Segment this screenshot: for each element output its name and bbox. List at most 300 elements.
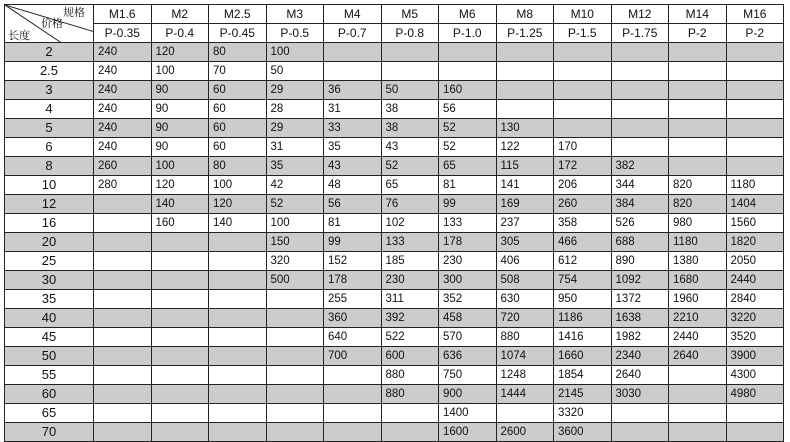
price-cell: 56 (324, 195, 382, 214)
price-cell: 880 (381, 385, 439, 404)
price-cell (669, 138, 727, 157)
price-cell (94, 271, 152, 290)
corner-spec-label: 规格 (63, 7, 85, 19)
price-cell: 2640 (611, 366, 669, 385)
pitch-header-cell: P-0.8 (381, 24, 439, 43)
price-cell: 880 (496, 328, 554, 347)
price-cell: 344 (611, 176, 669, 195)
table-row (5, 404, 784, 423)
price-cell: 80 (209, 157, 267, 176)
price-cell (151, 366, 209, 385)
table-row (5, 81, 784, 100)
price-cell: 4300 (726, 366, 784, 385)
price-cell (726, 119, 784, 138)
table-row (5, 271, 784, 290)
price-cell: 70 (209, 62, 267, 81)
price-cell: 2440 (669, 328, 727, 347)
price-cell: 52 (439, 119, 497, 138)
price-cell (94, 366, 152, 385)
corner-price-label: 价格 (41, 18, 63, 30)
price-cell (209, 252, 267, 271)
price-cell (669, 404, 727, 423)
price-cell: 240 (94, 43, 152, 62)
price-cell: 150 (266, 233, 324, 252)
price-cell: 81 (439, 176, 497, 195)
price-cell: 1680 (669, 271, 727, 290)
length-cell: 45 (5, 328, 94, 347)
price-cell: 29 (266, 81, 324, 100)
price-cell (209, 404, 267, 423)
price-cell: 526 (611, 214, 669, 233)
price-cell (151, 404, 209, 423)
table-row (5, 385, 784, 404)
price-cell: 122 (496, 138, 554, 157)
price-cell (324, 404, 382, 423)
price-cell (324, 366, 382, 385)
price-cell: 115 (496, 157, 554, 176)
price-cell: 100 (209, 176, 267, 195)
price-cell: 43 (381, 138, 439, 157)
price-cell: 754 (554, 271, 612, 290)
size-header-cell: M14 (669, 5, 727, 24)
price-cell (726, 404, 784, 423)
price-cell: 65 (381, 176, 439, 195)
price-cell: 3600 (554, 423, 612, 442)
price-cell (611, 404, 669, 423)
price-cell: 500 (266, 271, 324, 290)
price-cell: 1638 (611, 309, 669, 328)
price-cell: 99 (439, 195, 497, 214)
price-cell: 60 (209, 81, 267, 100)
price-cell: 630 (496, 290, 554, 309)
length-cell: 35 (5, 290, 94, 309)
price-cell (439, 43, 497, 62)
price-cell: 1982 (611, 328, 669, 347)
price-cell: 35 (266, 157, 324, 176)
price-cell: 33 (324, 119, 382, 138)
price-cell: 600 (381, 347, 439, 366)
price-cell: 130 (496, 119, 554, 138)
price-cell: 1400 (439, 404, 497, 423)
price-cell: 820 (669, 176, 727, 195)
price-cell: 406 (496, 252, 554, 271)
size-header-cell: M6 (439, 5, 497, 24)
price-cell: 392 (381, 309, 439, 328)
table-row (5, 328, 784, 347)
price-cell (209, 347, 267, 366)
price-cell: 352 (439, 290, 497, 309)
price-cell: 720 (496, 309, 554, 328)
price-cell (266, 309, 324, 328)
price-cell (381, 404, 439, 423)
price-cell (554, 62, 612, 81)
length-cell: 16 (5, 214, 94, 233)
price-table (4, 4, 784, 442)
price-cell: 300 (439, 271, 497, 290)
price-cell: 750 (439, 366, 497, 385)
price-cell (611, 138, 669, 157)
price-cell: 1380 (669, 252, 727, 271)
length-cell: 65 (5, 404, 94, 423)
header-pitch-row (5, 24, 784, 43)
price-cell: 2050 (726, 252, 784, 271)
price-cell: 1186 (554, 309, 612, 328)
price-cell (496, 62, 554, 81)
price-cell (611, 119, 669, 138)
price-cell (611, 62, 669, 81)
table-row (5, 366, 784, 385)
price-cell: 178 (324, 271, 382, 290)
corner-header-cell (5, 5, 94, 43)
price-cell: 230 (381, 271, 439, 290)
price-cell: 1248 (496, 366, 554, 385)
price-cell: 237 (496, 214, 554, 233)
price-cell: 140 (209, 214, 267, 233)
price-cell (496, 404, 554, 423)
price-cell (496, 43, 554, 62)
pitch-header-cell: P-1.5 (554, 24, 612, 43)
price-cell: 120 (151, 43, 209, 62)
price-cell (209, 233, 267, 252)
price-cell: 1660 (554, 347, 612, 366)
price-cell: 38 (381, 119, 439, 138)
price-cell: 2440 (726, 271, 784, 290)
price-cell: 172 (554, 157, 612, 176)
length-cell: 8 (5, 157, 94, 176)
price-cell (669, 366, 727, 385)
price-cell: 4980 (726, 385, 784, 404)
table-row (5, 214, 784, 233)
price-cell (94, 309, 152, 328)
length-cell: 10 (5, 176, 94, 195)
price-cell (151, 309, 209, 328)
price-cell: 2340 (611, 347, 669, 366)
price-cell (209, 366, 267, 385)
table-row (5, 290, 784, 309)
price-cell (324, 43, 382, 62)
price-cell: 29 (266, 119, 324, 138)
price-cell: 260 (554, 195, 612, 214)
size-header-cell: M5 (381, 5, 439, 24)
price-cell (151, 271, 209, 290)
price-cell: 120 (151, 176, 209, 195)
price-cell (151, 347, 209, 366)
price-cell: 240 (94, 81, 152, 100)
price-cell: 2640 (669, 347, 727, 366)
price-cell: 890 (611, 252, 669, 271)
price-cell: 36 (324, 81, 382, 100)
price-cell: 1180 (669, 233, 727, 252)
price-cell (266, 347, 324, 366)
price-cell: 1960 (669, 290, 727, 309)
price-cell (669, 62, 727, 81)
price-cell (266, 385, 324, 404)
price-cell: 2145 (554, 385, 612, 404)
price-cell: 880 (381, 366, 439, 385)
price-cell (554, 119, 612, 138)
price-cell: 240 (94, 119, 152, 138)
table-row (5, 43, 784, 62)
size-header-cell: M4 (324, 5, 382, 24)
price-cell: 90 (151, 138, 209, 157)
price-cell: 1404 (726, 195, 784, 214)
length-cell: 70 (5, 423, 94, 442)
price-cell: 1074 (496, 347, 554, 366)
price-cell (266, 328, 324, 347)
price-cell: 178 (439, 233, 497, 252)
price-cell (94, 385, 152, 404)
price-cell: 52 (381, 157, 439, 176)
price-cell: 50 (266, 62, 324, 81)
corner-length-label: 长度 (8, 30, 30, 42)
table-row (5, 119, 784, 138)
price-cell: 2600 (496, 423, 554, 442)
length-cell: 40 (5, 309, 94, 328)
size-header-cell: M10 (554, 5, 612, 24)
price-cell: 60 (209, 138, 267, 157)
price-cell: 90 (151, 81, 209, 100)
length-cell: 12 (5, 195, 94, 214)
length-cell: 2 (5, 43, 94, 62)
table-row (5, 62, 784, 81)
price-cell (94, 195, 152, 214)
size-header-cell: M3 (266, 5, 324, 24)
price-cell: 56 (439, 100, 497, 119)
price-cell (669, 385, 727, 404)
price-cell: 466 (554, 233, 612, 252)
price-cell: 384 (611, 195, 669, 214)
pitch-header-cell: P-0.35 (94, 24, 152, 43)
price-cell: 260 (94, 157, 152, 176)
price-cell (94, 347, 152, 366)
table-row (5, 252, 784, 271)
price-cell: 640 (324, 328, 382, 347)
price-cell: 240 (94, 62, 152, 81)
length-cell: 25 (5, 252, 94, 271)
price-cell (669, 100, 727, 119)
price-cell: 950 (554, 290, 612, 309)
price-cell: 1600 (439, 423, 497, 442)
price-cell (496, 100, 554, 119)
price-cell: 3320 (554, 404, 612, 423)
price-cell: 230 (439, 252, 497, 271)
price-cell: 688 (611, 233, 669, 252)
price-cell: 65 (439, 157, 497, 176)
price-cell: 90 (151, 119, 209, 138)
price-cell: 458 (439, 309, 497, 328)
price-cell: 320 (266, 252, 324, 271)
price-cell: 100 (266, 43, 324, 62)
price-cell (669, 81, 727, 100)
price-cell (726, 138, 784, 157)
price-cell: 170 (554, 138, 612, 157)
price-cell (554, 43, 612, 62)
price-cell: 152 (324, 252, 382, 271)
length-cell: 6 (5, 138, 94, 157)
price-cell: 100 (151, 157, 209, 176)
price-cell (151, 328, 209, 347)
price-cell (726, 43, 784, 62)
price-cell: 311 (381, 290, 439, 309)
length-cell: 2.5 (5, 62, 94, 81)
price-cell (209, 271, 267, 290)
price-cell: 612 (554, 252, 612, 271)
price-cell: 1560 (726, 214, 784, 233)
size-header-cell: M16 (726, 5, 784, 24)
price-cell: 1820 (726, 233, 784, 252)
price-cell: 31 (324, 100, 382, 119)
price-cell (726, 100, 784, 119)
price-cell (209, 309, 267, 328)
price-cell (151, 252, 209, 271)
price-cell (611, 81, 669, 100)
price-cell: 240 (94, 100, 152, 119)
price-cell: 358 (554, 214, 612, 233)
table-row (5, 176, 784, 195)
price-cell (496, 81, 554, 100)
price-cell: 50 (381, 81, 439, 100)
pitch-header-cell: P-1.75 (611, 24, 669, 43)
length-cell: 20 (5, 233, 94, 252)
price-cell: 508 (496, 271, 554, 290)
table-row (5, 195, 784, 214)
price-cell (209, 385, 267, 404)
header-size-row (5, 5, 784, 24)
pitch-header-cell: P-0.5 (266, 24, 324, 43)
price-cell: 360 (324, 309, 382, 328)
price-cell: 255 (324, 290, 382, 309)
price-cell: 81 (324, 214, 382, 233)
length-cell: 50 (5, 347, 94, 366)
size-header-cell: M12 (611, 5, 669, 24)
price-cell: 3220 (726, 309, 784, 328)
price-cell: 160 (151, 214, 209, 233)
price-cell: 80 (209, 43, 267, 62)
price-cell: 60 (209, 119, 267, 138)
price-cell (94, 252, 152, 271)
size-header-cell: M1.6 (94, 5, 152, 24)
price-cell: 48 (324, 176, 382, 195)
price-cell: 3520 (726, 328, 784, 347)
size-header-cell: M8 (496, 5, 554, 24)
price-cell (151, 233, 209, 252)
price-cell: 76 (381, 195, 439, 214)
price-cell (554, 100, 612, 119)
price-cell: 120 (209, 195, 267, 214)
price-cell (151, 290, 209, 309)
price-cell: 382 (611, 157, 669, 176)
price-cell: 35 (324, 138, 382, 157)
price-cell (94, 214, 152, 233)
price-cell: 185 (381, 252, 439, 271)
price-cell (611, 100, 669, 119)
price-cell (726, 81, 784, 100)
price-cell (381, 62, 439, 81)
price-cell: 38 (381, 100, 439, 119)
pitch-header-cell: P-2 (669, 24, 727, 43)
price-cell: 52 (439, 138, 497, 157)
price-cell: 3030 (611, 385, 669, 404)
price-cell: 28 (266, 100, 324, 119)
price-cell: 100 (151, 62, 209, 81)
price-cell: 99 (324, 233, 382, 252)
price-cell: 90 (151, 100, 209, 119)
length-cell: 5 (5, 119, 94, 138)
price-cell: 31 (266, 138, 324, 157)
price-cell (209, 290, 267, 309)
pitch-header-cell: P-2 (726, 24, 784, 43)
price-cell (94, 328, 152, 347)
price-cell: 1180 (726, 176, 784, 195)
price-cell (611, 43, 669, 62)
price-cell: 43 (324, 157, 382, 176)
length-cell: 4 (5, 100, 94, 119)
price-cell (151, 385, 209, 404)
price-cell (266, 290, 324, 309)
table-row (5, 309, 784, 328)
price-cell: 2840 (726, 290, 784, 309)
price-cell: 900 (439, 385, 497, 404)
price-cell: 280 (94, 176, 152, 195)
length-cell: 30 (5, 271, 94, 290)
price-cell: 636 (439, 347, 497, 366)
price-cell: 305 (496, 233, 554, 252)
table-row (5, 233, 784, 252)
price-cell: 206 (554, 176, 612, 195)
price-cell: 160 (439, 81, 497, 100)
price-cell: 141 (496, 176, 554, 195)
table-row (5, 100, 784, 119)
price-cell: 700 (324, 347, 382, 366)
price-cell: 42 (266, 176, 324, 195)
pitch-header-cell: P-0.45 (209, 24, 267, 43)
length-cell: 55 (5, 366, 94, 385)
price-cell (266, 404, 324, 423)
price-cell: 1854 (554, 366, 612, 385)
price-cell: 980 (669, 214, 727, 233)
price-cell (94, 290, 152, 309)
price-cell: 52 (266, 195, 324, 214)
price-cell: 1416 (554, 328, 612, 347)
table-row (5, 347, 784, 366)
price-cell: 133 (381, 233, 439, 252)
price-cell: 570 (439, 328, 497, 347)
table-row (5, 138, 784, 157)
price-cell: 169 (496, 195, 554, 214)
price-cell (726, 157, 784, 176)
price-cell (669, 119, 727, 138)
price-cell: 1372 (611, 290, 669, 309)
price-cell: 1444 (496, 385, 554, 404)
price-cell (381, 43, 439, 62)
pitch-header-cell: P-1.0 (439, 24, 497, 43)
price-cell (209, 328, 267, 347)
pitch-header-cell: P-0.7 (324, 24, 382, 43)
price-cell (669, 157, 727, 176)
price-cell (554, 81, 612, 100)
table-row (5, 157, 784, 176)
price-cell: 100 (266, 214, 324, 233)
price-cell (669, 43, 727, 62)
price-cell: 60 (209, 100, 267, 119)
price-cell (94, 233, 152, 252)
price-cell: 102 (381, 214, 439, 233)
pitch-header-cell: P-1.25 (496, 24, 554, 43)
price-cell (324, 62, 382, 81)
length-cell: 3 (5, 81, 94, 100)
price-cell: 240 (94, 138, 152, 157)
price-cell: 133 (439, 214, 497, 233)
